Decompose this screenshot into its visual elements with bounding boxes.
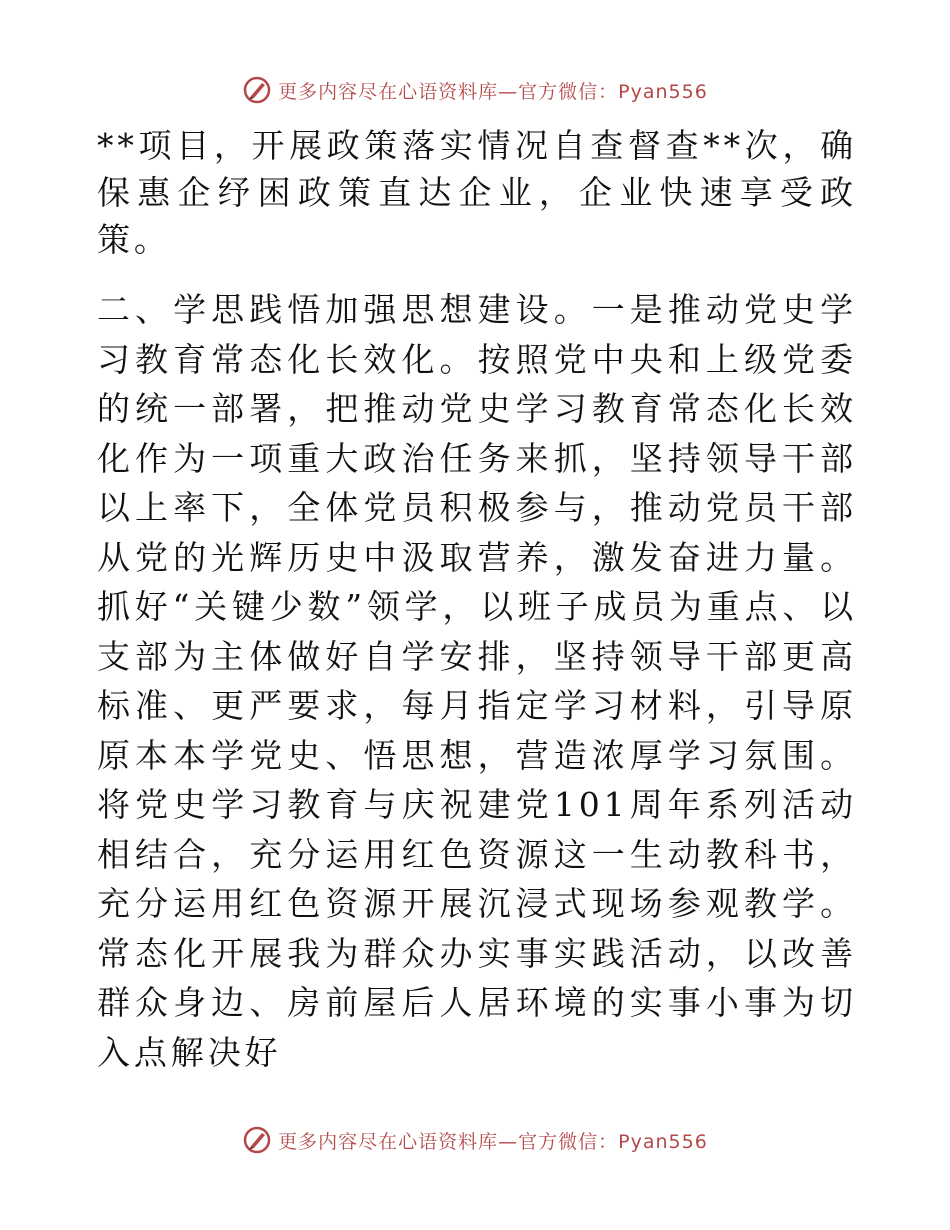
- pen-logo-icon: [242, 75, 272, 105]
- paragraph-2: 二、学思践悟加强思想建设。一是推动党史学习教育常态化长效化。按照党中央和上级党委的统一部署，把推动党史学习教育常态化长效化作为一项重大政治任务来抓，坚持领导干部以上率下，全体党员积极参与，推动党员干部从党的光辉历史中汲取营养，激发奋进力量。抓好“关键少数”领学，以班子成员为重点、以支部为主体做好自学安排，坚持领导干部更高标准、更严要求，每月指定学习材料，引导原原本本学党史、悟思想，营造浓厚学习氛围。将党史学习教育与庆祝建党101周年系列活动相结合，充分运用红色资源这一生动教科书，充分运用红色资源开展沉浸式现场参观教学。常态化开展我为群众办实事实践活动，以改善群众身边、房前屋后人居环境的实事小事为切入点解决好: [97, 290, 857, 1072]
- footer-banner: [0, 1120, 950, 1160]
- pen-logo-icon: [242, 1125, 272, 1155]
- footer-banner-text: 更多内容尽在心语资料库—官方微信：Pyan556: [278, 1130, 708, 1153]
- document-body: [97, 122, 857, 1077]
- paragraph-1: **项目，开展政策落实情况自查督查**次，确保惠企纾困政策直达企业，企业快速享受政策。: [97, 126, 857, 259]
- header-banner: [0, 70, 950, 110]
- header-banner-text: 更多内容尽在心语资料库—官方微信：Pyan556: [278, 80, 708, 103]
